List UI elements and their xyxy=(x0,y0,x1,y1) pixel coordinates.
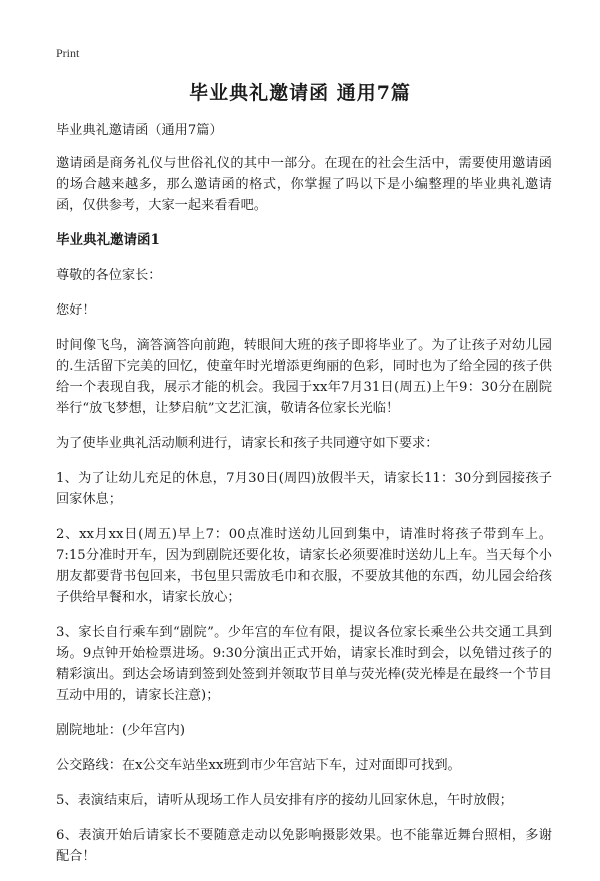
salutation: 尊敬的各位家长： xyxy=(56,268,162,283)
print-label: Print xyxy=(56,46,80,60)
list-item: 6、表演开始后请家长不要随意走动以免影响摄影效果。也不能靠近舞台照相，多谢配合！ xyxy=(56,828,552,864)
body-paragraph: 时间像飞鸟，滴答滴答向前跑，转眼间大班的孩子即将毕业了。为了让孩子对幼儿园的.生活留下完美的回忆，使童年时光增添更绚丽的色彩，同时也为了给全园的孩子供给一个表现自我，展示才能的机会。我园于xx年7月31日(周五)上午9：30分在剧院举行“放飞梦想，让梦启航”文艺汇演，敬请各位家长光临！ xyxy=(56,338,552,416)
page-title: 毕业典礼邀请函 通用7篇 xyxy=(189,82,411,104)
list-item: 2、xx月xx日(周五)早上7：00点准时送幼儿回到集中，请准时将孩子带到车上。7:15分准时开车，因为到剧院还要化妆，请家长必须要准时送幼儿上车。当天每个小朋友都要背书包回来，书包里只需放毛巾和衣服，不要放其他的东西，幼儿园会给孩子供给早餐和水，请家长放心； xyxy=(56,527,552,605)
bus-route: 公交路线：在x公交车站坐xx班到市少年宫站下车，过对面即可找到。 xyxy=(56,758,461,773)
document-body xyxy=(56,120,552,881)
theater-address: 剧院地址：(少年宫内) xyxy=(56,723,185,738)
greeting: 您好！ xyxy=(56,303,96,318)
body-paragraph: 为了使毕业典礼活动顺利进行，请家长和孩子共同遵守如下要求： xyxy=(56,436,439,451)
intro-paragraph: 邀请函是商务礼仪与世俗礼仪的其中一部分。在现在的社会生活中，需要使用邀请函的场合越来越多，那么邀请函的格式，你掌握了吗以下是小编整理的毕业典礼邀请函，仅供参考，大家一起来看看吧。 xyxy=(56,156,552,213)
list-item: 5、表演结束后，请听从现场工作人员安排有序的接幼儿回家休息，午时放假； xyxy=(56,793,513,808)
list-item: 3、家长自行乘车到“剧院”。少年宫的车位有限，提议各位家长乘坐公共交通工具到场。9点钟开始检票进场。9:30分演出正式开始，请家长准时到会，以免错过孩子的精彩演出。到达会场请到签到处签到并领取节目单与荧光棒(荧光棒是在最终一个节目互动中用的，请家长注意)； xyxy=(56,625,552,703)
section-heading: 毕业典礼邀请函1 xyxy=(56,232,160,248)
list-item: 1、为了让幼儿充足的休息，7月30日(周四)放假半天，请家长11：30分到园接孩子回家休息； xyxy=(56,471,552,507)
document-subtitle: 毕业典礼邀请函（通用7篇） xyxy=(56,123,223,138)
